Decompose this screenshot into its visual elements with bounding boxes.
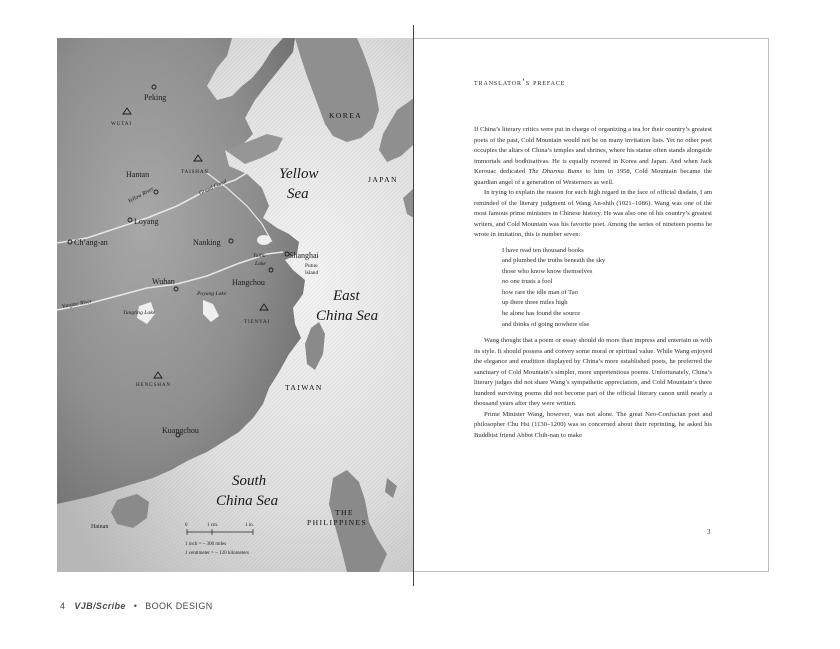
mountain-label-hengshan: HENGSHAN xyxy=(136,382,171,388)
map-page xyxy=(57,38,414,572)
paragraph-1 xyxy=(474,125,712,188)
south-china-sea-label-line1: South xyxy=(232,473,267,489)
country-label-korea: KOREA xyxy=(329,111,363,120)
tungting-lake-label: Tungting Lake xyxy=(123,310,156,316)
mountain-label-wutai: WUTAI xyxy=(111,121,132,127)
mountain-label-taishan: TAISHAN xyxy=(181,169,209,175)
grand-canal-label: Grand Canal xyxy=(198,178,228,197)
putuo-label-line2: Island xyxy=(305,270,319,276)
footer xyxy=(60,601,213,611)
city-label-shanghai: Shanghai xyxy=(289,251,319,260)
city-label-peking: Peking xyxy=(144,93,167,102)
country-label-taiwan: TAIWAN xyxy=(285,383,323,392)
mountain-label-tienyai: TIENYAI xyxy=(244,319,271,325)
text-page xyxy=(414,38,769,572)
gutter-top-line xyxy=(413,25,414,39)
footer-separator: • xyxy=(133,601,138,611)
page-number: 3 xyxy=(707,528,711,536)
paragraph-4: Prime Minister Wang, however, was not alone. The great Neo-Confucian poet and philosopher Chu Hsi (1130–1200) was so concerned about their reprinting, he asked his Buddhist friend Abbot Chih-nan to make xyxy=(474,410,712,439)
yellow-river-label: Yellow River xyxy=(127,186,155,205)
poem-line: I have read ten thousand books xyxy=(502,246,584,254)
putuo-label-line1: Putuo xyxy=(305,263,318,269)
poem-line: he alone has found the source xyxy=(502,310,581,318)
country-label-japan: JAPAN xyxy=(368,175,398,184)
city-label-loyang: Loyang xyxy=(134,217,159,226)
preface-title: translator’s preface xyxy=(474,77,566,87)
south-china-sea-label-line2: China Sea xyxy=(216,493,279,509)
city-label-changan: Ch’ang-an xyxy=(74,238,108,247)
scale-note-cm: 1 centimeter = ~ 120 kilometers xyxy=(185,551,249,556)
preface-body xyxy=(474,125,712,441)
poem-line: and plumbed the truths beneath the sky xyxy=(502,257,606,265)
poem-block xyxy=(502,246,712,331)
paragraph-3: Wang thought that a poem or essay should do more than impress and entertain us with its style. It should possess and convey some moral or spiritual value. While Wang enjoyed the elegance and erudition displayed by China’s more established poets, he preferred the sanctuary of Cold Mountain’s simpler, more unpretentious poems. Unfortunately, China’s literary judges did not share Wang’s sympathetic appreciation, and Cold Mountain’s three hundred surviving poems did not become part of the official literary canon until nearly a thousand years after they were written. xyxy=(474,337,712,408)
paragraph-1-start: If China’s literary critics were put in charge of organizing a tea for their country’s greatest poets of the past, Cold Mountain would not be on many invitation lists. Yet no other poet occupies the altars of China’s temples and shrines, where his statue often stands alongside immortals and bodhisattvas. He is equally revered in Korea and Japan. And when Jack Kerouac dedicated xyxy=(474,126,712,175)
poem-line: how rare the idle man of Tao xyxy=(502,288,578,296)
yellow-sea-label-line1: Yellow xyxy=(279,166,319,182)
china-map xyxy=(57,38,414,572)
poem-line: no one trusts a fool xyxy=(502,278,553,286)
taihu-label-line2: Lake xyxy=(255,261,266,267)
taihu-label-line1: Taihu xyxy=(253,253,266,259)
east-china-sea-label-line1: East xyxy=(333,288,360,304)
city-label-wuhan: Wuhan xyxy=(152,277,175,286)
scale-tick-cm: 1 cm. xyxy=(207,523,219,528)
poem-line: and thinks of going nowhere else xyxy=(502,320,590,328)
island-label-hainan: Hainan xyxy=(91,524,109,530)
footer-section: BOOK DESIGN xyxy=(145,601,213,611)
east-china-sea-label-line2: China Sea xyxy=(316,308,379,324)
yangtze-river-label: Yangtze River xyxy=(61,298,93,310)
city-label-hangchou: Hangchou xyxy=(232,278,265,287)
poem-line: those who know know themselves xyxy=(502,267,593,275)
poem-line: up there three miles high xyxy=(502,299,568,307)
footer-folio: 4 xyxy=(60,601,66,611)
yellow-sea-label-line2: Sea xyxy=(287,186,309,202)
city-label-nanking: Nanking xyxy=(193,238,221,247)
book-title: The Dharma Bums xyxy=(528,168,583,175)
country-label-philippines: PHILIPPINES xyxy=(307,518,368,527)
scale-note-inch: 1 inch = ~ 300 miles xyxy=(185,542,227,547)
country-label-the: THE xyxy=(335,508,354,517)
paragraph-1-end: to him in 1958, Cold Mountain became the guardian angel of a generation of Westerners as well. xyxy=(474,168,712,186)
city-label-kuangchou: Kuangchou xyxy=(162,426,199,435)
scale-tick-inch: 1 in. xyxy=(245,523,254,528)
footer-brand: VJB/Scribe xyxy=(74,601,126,611)
poyang-lake-label: Poyang Lake xyxy=(197,291,227,297)
paragraph-2: In trying to explain the reason for such high regard in the face of official disdain, I am reminded of the literary judgment of Wang An-shih (1021–1086). Wang was one of the most famous prime ministers in Chinese history. He was also one of his country’s greatest writers, and Cold Mountain was his favorite poet. Among the series of nineteen poems he wrote in imitation, this is number seven: xyxy=(474,189,712,238)
taihu-lake xyxy=(257,235,271,245)
city-label-hantan: Hantan xyxy=(126,170,150,179)
scale-tick-zero: 0 xyxy=(185,523,188,528)
